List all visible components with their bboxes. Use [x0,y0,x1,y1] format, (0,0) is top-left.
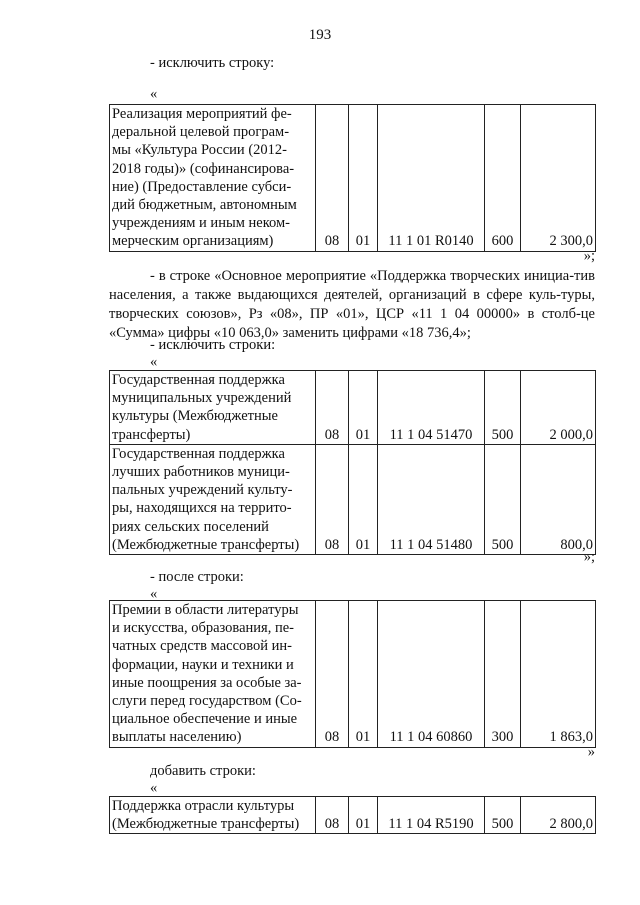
row-name: Государственная поддержка муниципальных учреждений культуры (Межбюджетные трансферты) [110,371,316,445]
cell-csr: 11 1 04 R5190 [378,797,485,834]
row-name: Реализация мероприятий фе- деральной целевой програм- мы «Культура России (2012- 2018 годы)» (софинансирова- ние) (Предоставление субси- дий бюджетным, автономным учреждениям и иным неком- мерческим организациям) [110,105,316,252]
table-row [110,797,596,834]
cell-csr: 11 1 04 60860 [378,601,485,748]
cell-pr: 01 [349,601,378,748]
amend-paragraph: - в строке «Основное мероприятие «Поддержка творческих инициа-тив населения, а также выдающихся деятелей, организаций в сфере куль-туры, творческих союзов», Рз «08», ПР «01», ЦСР «11 1 04 00000» в столб-це «Сумма» цифры «10 063,0» заменить цифрами «18 736,4»; [109,268,595,341]
quote-close-3: » [587,744,595,760]
cell-rz: 08 [316,797,349,834]
quote-open-4: « [150,780,158,796]
instruction-add-rows: добавить строки: [150,763,256,779]
table-row [110,601,596,748]
cell-sum: 2 000,0 [521,371,596,445]
row-name: Государственная поддержка лучших работников муници- пальных учреждений культу- ры, находящихся на террито- риях сельских поселений (Межбюджетные трансферты) [110,444,316,554]
budget-table-2 [109,370,596,555]
cell-vr: 500 [485,371,521,445]
cell-vr: 500 [485,797,521,834]
cell-pr: 01 [349,797,378,834]
cell-sum: 800,0 [521,444,596,554]
table-row [110,371,596,445]
cell-vr: 300 [485,601,521,748]
instruction-after-row: - после строки: [150,569,244,585]
quote-open-3: « [150,586,158,602]
instruction-exclude-row: - исключить строку: [150,55,275,71]
cell-pr: 01 [349,105,378,252]
quote-open-2: « [150,354,158,370]
cell-rz: 08 [316,371,349,445]
page-number: 193 [308,27,332,43]
cell-pr: 01 [349,444,378,554]
instruction-exclude-rows: - исключить строки: [150,337,276,353]
budget-table-3 [109,600,596,748]
cell-rz: 08 [316,601,349,748]
cell-pr: 01 [349,371,378,445]
table-row [110,444,596,554]
budget-table-1 [109,104,596,252]
table-row [110,105,596,252]
cell-rz: 08 [316,105,349,252]
quote-close-2: »; [583,549,595,565]
quote-open-1: « [150,86,158,102]
cell-sum: 2 800,0 [521,797,596,834]
cell-sum: 1 863,0 [521,601,596,748]
row-name: Премии в области литературы и искусства, образования, пе- чатных средств массовой ин- формации, науки и техники и иные поощрения за особые за- слуги перед государством (Со- циальное обеспечение и иные выплаты населению) [110,601,316,748]
cell-vr: 500 [485,444,521,554]
cell-sum: 2 300,0 [521,105,596,252]
cell-csr: 11 1 01 R0140 [378,105,485,252]
row-name: Поддержка отрасли культуры (Межбюджетные трансферты) [110,797,316,834]
cell-csr: 11 1 04 51480 [378,444,485,554]
cell-vr: 600 [485,105,521,252]
quote-close-1: »; [583,248,595,264]
budget-table-4 [109,796,596,834]
cell-rz: 08 [316,444,349,554]
cell-csr: 11 1 04 51470 [378,371,485,445]
